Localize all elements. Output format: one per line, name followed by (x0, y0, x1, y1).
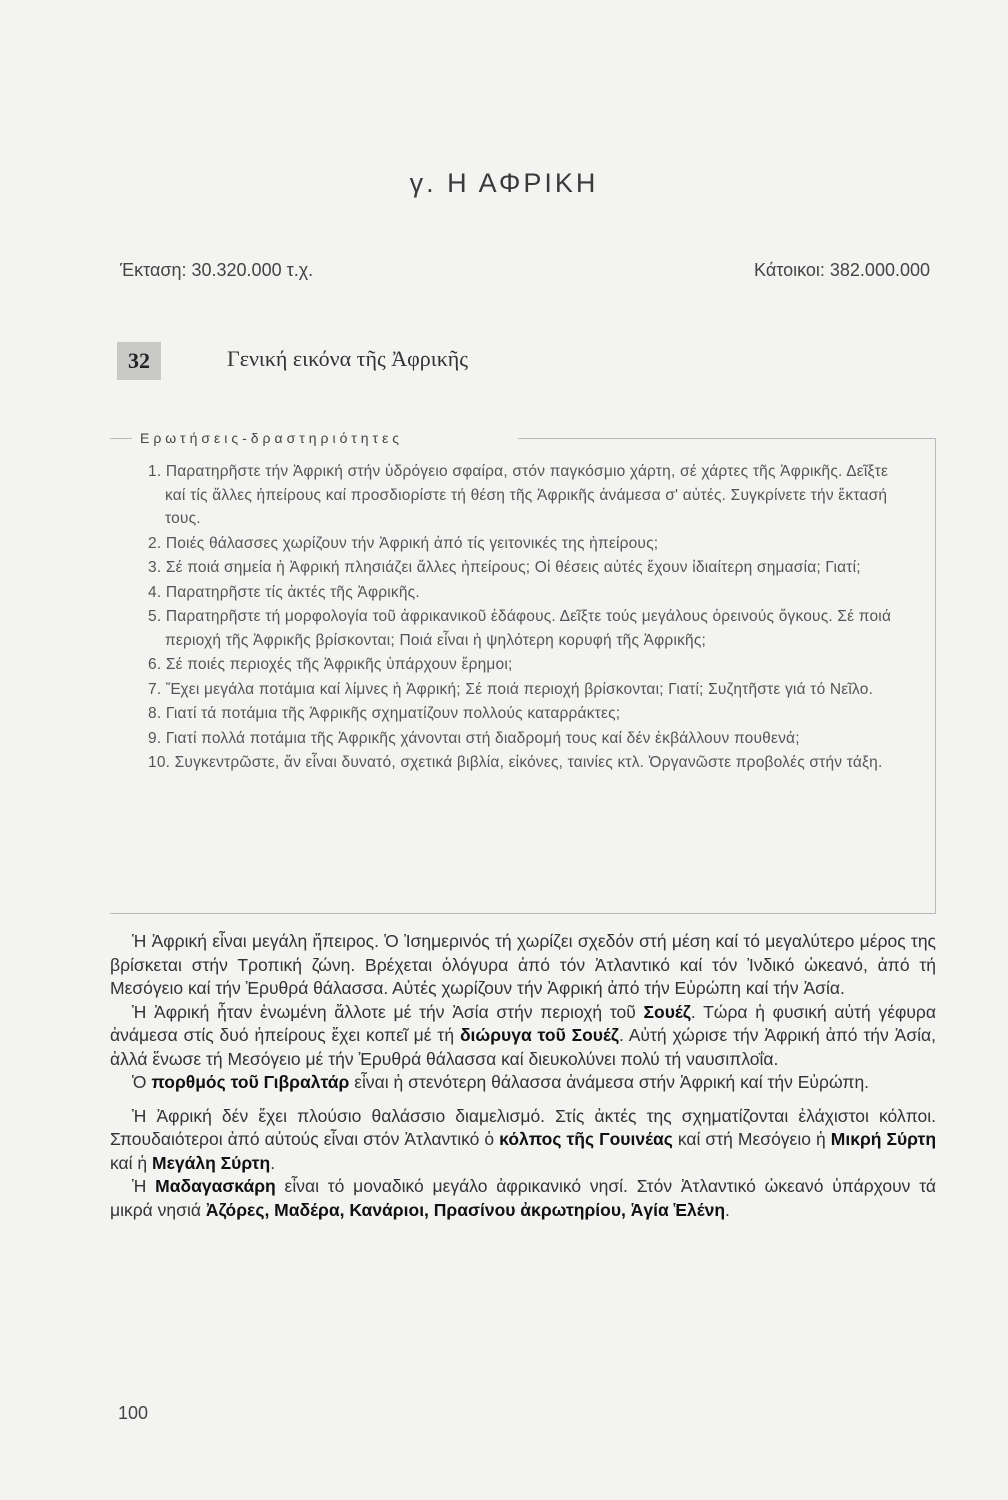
area-stat: Έκταση: 30.320.000 τ.χ. (120, 260, 314, 280)
bold-term: κόλπος τῆς Γουινέας (499, 1129, 673, 1149)
text-run: . Αὐτή χώρισε τήν Ἀφρική ἀπό τήν Ἀσία, ἀλλά ἕνωσε τή Μεσόγειο μέ τήν Ἐρυθρά θάλασσα καί διευκολύνει πολύ τή ναυσιπλοΐα. (110, 1025, 936, 1069)
chapter-title: γ. Η ΑΦΡΙΚΗ (409, 168, 599, 198)
bold-term: Μικρή Σύρτη (830, 1129, 937, 1149)
question-item: 9. Γιατί πολλά ποτάμια τῆς Ἀφρικῆς χάνονται στή διαδρομή τους καί δέν ἐκβάλλουν πουθενά; (148, 729, 800, 747)
question-item: 3. Σέ ποιά σημεία ἡ Ἀφρική πλησιάζει ἄλλες ἠπείρους; Οἱ θέσεις αὐτές ἔχουν ἰδιαίτερη σημασία; Γιατί; (148, 559, 861, 576)
box-border-right (935, 438, 936, 914)
box-border-top-right (518, 438, 936, 439)
section-header (117, 342, 917, 382)
text-run: Ἡ Ἀφρική ἦταν ἑνωμένη ἄλλοτε μέ τήν Ἀσία στήν περιοχή τοῦ (132, 1001, 644, 1022)
page-number: 100 (118, 1403, 149, 1423)
question-item: 4. Παρατηρῆστε τίς ἀκτές τῆς Ἀφρικῆς. (148, 583, 420, 601)
bold-term: Σουέζ (643, 1001, 691, 1022)
section-number: 32 (117, 342, 161, 380)
paragraph-4 (110, 1105, 936, 1176)
text-run: Ὁ (132, 1072, 152, 1092)
bold-term: Μεγάλη Σύρτη (152, 1152, 271, 1173)
box-border-bottom (110, 913, 936, 914)
question-item: 5. Παρατηρῆστε τή μορφολογία τοῦ ἀφρικανικοῦ ἐδάφους. Δεῖξτε τούς μεγάλους ὀρεινούς ὄγκους. Σέ ποιά περιοχή τῆς Ἀφρικῆς βρίσκονται; Ποιά εἶναι ἡ ψηλότερη κορυφή τῆς Ἀφρικῆς; (148, 608, 892, 649)
paragraph-5 (110, 1175, 936, 1222)
question-item: 1. Παρατηρῆστε τήν Ἀφρική στήν ὑδρόγειο σφαίρα, στόν παγκόσμιο χάρτη, σέ χάρτες τῆς Ἀφρικῆς. Δεῖξτε καί τίς ἄλλες ἠπείρους καί προσδιορίστε τή θέση τῆς Ἀφρικῆς ἀνάμεσα σ' αὐτές. Συγκρίνετε τήν ἔκτασή τους. (148, 463, 889, 527)
text-run: καί στή Μεσόγειο ἡ (672, 1129, 831, 1149)
text-run: Ἡ Ἀφρική δέν ἔχει πλούσιο θαλάσσιο διαμελισμό. Στίς ἀκτές της σχηματίζονται ἐλάχιστοι κόλποι. Σπουδαιότεροι ἀπό αὐτούς εἶναι στόν Ἀτλαντικό ὁ (110, 1105, 936, 1149)
question-item: 2. Ποιές θάλασσες χωρίζουν τήν Ἀφρική ἀπό τίς γειτονικές της ἠπείρους; (148, 534, 659, 552)
text-run: . Τώρα ἡ φυσική αὐτή γέφυρα ἀνάμεσα στίς δυό ἠπείρους ἔχει κοπεῖ μέ τή (110, 1001, 936, 1045)
paragraph-1: Ἡ Ἀφρική εἶναι μεγάλη ἤπειρος. Ὁ Ἰσημερινός τή χωρίζει σχεδόν στή μέση καί τό μεγαλύτερο μέρος της βρίσκεται στήν Τροπική ζώνη. Βρέχεται ὁλόγυρα ἀπό τόν Ἀτλαντικό καί τόν Ἰνδικό ὠκεανό, ἀπό τή Μεσόγειο καί τήν Ἐρυθρά θάλασσα. Αὐτές χωρίζουν τήν Ἀφρική ἀπό τήν Εὐρώπη καί τήν Ἀσία. (110, 931, 936, 998)
text-run: Ἡ (132, 1176, 156, 1196)
question-item: 8. Γιατί τά ποτάμια τῆς Ἀφρικῆς σχηματίζουν πολλούς καταρράκτες; (148, 705, 621, 722)
population-stat: Κάτοικοι: 382.000.000 (754, 260, 930, 280)
box-border-top-left (110, 438, 132, 439)
bold-term: Μαδαγασκάρη (155, 1176, 276, 1196)
bold-term: Ἀζόρες, Μαδέρα, Κανάριοι, Πρασίνου ἀκρωτηρίου, Ἁγία Ἑλένη (205, 1199, 726, 1220)
text-run: εἶναι ἡ στενότερη θάλασσα ἀνάμεσα στήν Ἀφρική καί τήν Εὐρώπη. (349, 1072, 870, 1092)
question-item: 10. Συγκεντρῶστε, ἄν εἶναι δυνατό, σχετικά βιβλία, εἰκόνες, ταινίες κτλ. Ὀργανῶστε προβολές στήν τάξη. (148, 754, 883, 771)
question-item: 6. Σέ ποιές περιοχές τῆς Ἀφρικῆς ὑπάρχουν ἔρημοι; (148, 656, 513, 673)
text-run: . (270, 1152, 276, 1173)
activities-heading: Ερωτήσεις-δραστηριότητες (140, 430, 404, 446)
activities-box (110, 430, 936, 914)
text-run: εἶναι τό μοναδικό μεγάλο ἀφρικανικό νησί. Στόν Ἀτλαντικό ὠκεανό ὑπάρχουν τά μικρά νησιά (110, 1176, 936, 1220)
paragraph-2 (110, 1001, 936, 1072)
text-run: . (725, 1199, 730, 1220)
paragraph-3 (110, 1071, 936, 1095)
text-run: καί ἡ (110, 1152, 152, 1173)
section-title: Γενική εικόνα τῆς Ἀφρικῆς (227, 346, 468, 371)
body-text (110, 930, 936, 1222)
question-item: 7. Ἔχει μεγάλα ποτάμια καί λίμνες ἡ Ἀφρική; Σέ ποιά περιοχή βρίσκονται; Γιατί; Συζητῆστε γιά τό Νεῖλο. (148, 680, 874, 698)
questions-list (148, 460, 906, 776)
bold-term: διώρυγα τοῦ Σουέζ (459, 1025, 619, 1045)
bold-term: πορθμός τοῦ Γιβραλτάρ (151, 1072, 350, 1092)
